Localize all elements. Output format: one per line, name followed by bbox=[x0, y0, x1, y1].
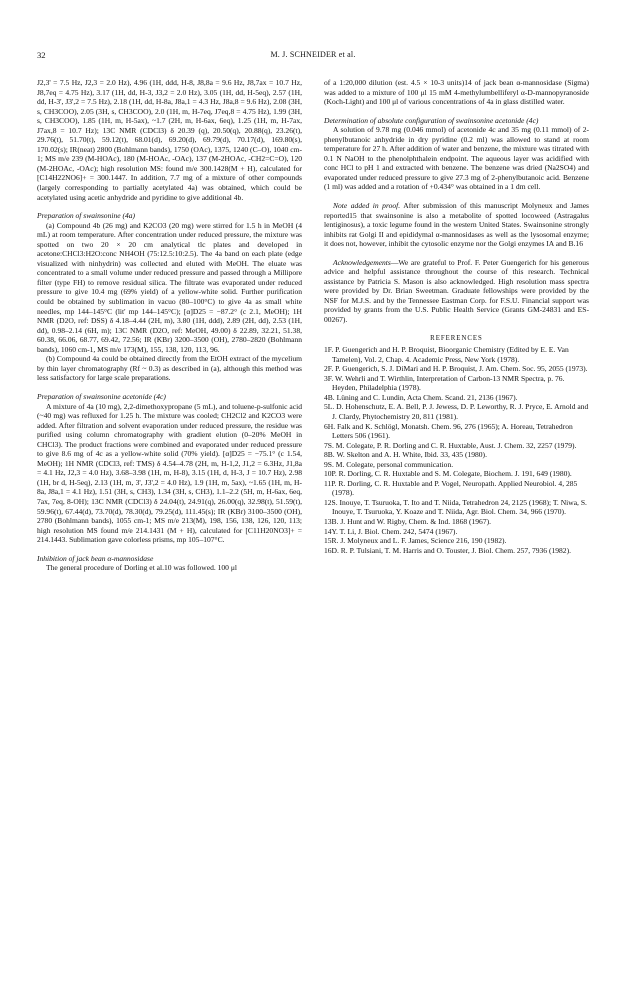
running-head: M. J. SCHNEIDER et al. bbox=[270, 50, 356, 59]
acknowledgements-paragraph bbox=[324, 258, 589, 325]
reference-item: 6H. Falk and K. Schlögl, Monatsh. Chem. 96, 276 (1965); A. Horeau, Tetrahedron Letters 506 (1961). bbox=[324, 421, 573, 441]
page-header bbox=[37, 50, 589, 64]
reference-item: 16D. R. P. Tulsiani, T. M. Harris and O. Touster, J. Biol. Chem. 257, 7936 (1982). bbox=[324, 545, 571, 555]
right-column bbox=[324, 78, 589, 555]
page-number: 32 bbox=[37, 50, 46, 60]
procedure-b-paragraph: (b) Compound 4a could be obtained directly from the EtOH extract of the mycelium by thin layer chromatography (Rf ~ 0.3) as described in (a), although this method was less satisfactory for large scale preparations. bbox=[37, 354, 302, 383]
reference-item: 1F. P. Guengerich and H. P. Broquist, Bioorganic Chemistry (Edited by E. E. Van Tamelen), Vol. 2, Chap. 4. Academic Press, New York (1978). bbox=[324, 345, 569, 364]
reference-item: 11P. R. Dorling, C. R. Huxtable and P. Vogel, Neuropath. Applied Neurobiol. 4, 285 (1978). bbox=[324, 478, 578, 498]
absolute-configuration-paragraph: A solution of 9.78 mg (0.046 mmol) of acetonide 4c and 35 mg (0.11 mmol) of 2-phenylbutanoic anhydride in dry pyridine (0.2 ml) was allowed to stand at room temperature for 27 h. After addition of water and benzene, the mixture was titrated with 0.1 N NaOH to the phenolphthalein endpoint. The aqueous layer was acidified with conc HCl to pH 1 and extracted with benzene. The benzene was dried (Na2SO4) and evaporated under reduced pressure to give 27.3 mg of 2-phenylbutanoic acid. Benzene (1 ml) was added and a rotation of +0.434° was obtained in a 1 dm cell. bbox=[324, 125, 589, 192]
inhibition-paragraph-continued: of a 1:20,000 dilution (est. 4.5 × 10-3 units)14 of jack bean α-mannosidase (Sigma) was added to a mixture of 100 μl 15 mM 4-methylumbelliferyl α-D-mannopyranoside (Koch-Light) and 100 μl of various concentrations of 4a in glass distilled water. bbox=[324, 78, 589, 107]
reference-item: 2F. P. Guengerich, S. J. DiMari and H. P. Broquist, J. Am. Chem. Soc. 95, 2055 (1973). bbox=[324, 364, 588, 374]
reference-item: 4B. Lüning and C. Lundin, Acta Chem. Scand. 21, 2136 (1967). bbox=[324, 392, 518, 402]
reference-item: 10P. R. Dorling, C. R. Huxtable and S. M. Colegate, Biochem. J. 191, 649 (1980). bbox=[324, 469, 572, 479]
procedure-a-paragraph: (a) Compound 4b (26 mg) and K2CO3 (20 mg) were stirred for 1.5 h in MeOH (4 mL) at room temperature. After concentration under reduced pressure, the mixture was spotted on two 20 × 20 cm analytical tlc plates and developed in acetone:CHCl3:H2O:conc NH4OH (75:12.5:10:2.5). The 4a band on each plate (edge visualized with ninhydrin) was collected and eluted with MeOH. The eluate was concentrated to a small volume under reduced pressure and passed through a Millipore filter (type FH) to remove residual silica. The filtrate was evaporated under reduced pressure to give 10.4 mg (69% yield) of a yellow-white solid. Further purification could be obtained by sublimation in vacuo (80–100°C) to give 4a as small white needles, mp 144–145°C (lit' mp 144–145°C); [α]D25 = −87.2° (c 2.1, MeOH); 1H NMR (D2O, ref: DSS) δ 4.18–4.44 (2H, m), 3.80 (1H, ddd), 2.89 (2H, dd), 2.53 (1H, dd), 0.98–2.14 (6H, m); 13C NMR (D2O, ref: MeOH, 49.00) δ 22.89, 32.21, 51.38, 60.38, 66.06, 68.77, 69.42, 72.56; IR (KBr) 3200–3500 (OH), 2780–2820 (Bohlmann bands), 1060 cm-1, MS m/e 173(M), 155, 138, 120, 113, 96. bbox=[37, 220, 302, 354]
reference-item: 9S. M. Colegate, personal communication. bbox=[324, 459, 454, 469]
reference-item: 5L. D. Hohenschutz, E. A. Bell, P. J. Jewess, D. P. Leworthy, R. J. Pryce, E. Arnold and J. Clardy, Phytochemistry 20, 811 (1981). bbox=[324, 402, 589, 421]
references-heading: REFERENCES bbox=[430, 334, 483, 342]
section-heading-inhibition: Inhibition of jack bean α-mannosidase bbox=[37, 553, 154, 563]
left-column bbox=[37, 78, 302, 573]
reference-item: 8B. W. Skelton and A. H. White, Ibid. 33, 435 (1980). bbox=[324, 450, 487, 460]
note-body: After submission of this manuscript Molyneux and James reported15 that swainsonine is also a metabolite of spotted locoweed (Astragalus lentiginosus), a toxic legume found in the western United States. Swainsonine strongly inhibits rat Golgi II and epididymal α-mannosidases as well as the lysosomal enzyme; it does not, however, inhibit the cytosolic enzyme nor the Golgi enzymes IA and B.16 bbox=[324, 201, 589, 249]
acknowledgements-lead: Acknowledgements bbox=[333, 257, 391, 267]
reference-item: 14Y. T. Li, J. Biol. Chem. 242, 5474 (1967). bbox=[324, 526, 458, 536]
acetonide-procedure-paragraph: A mixture of 4a (10 mg), 2,2-dimethoxypropane (5 mL), and toluene-p-sulfonic acid (~40 mg) was refluxed for 1.25 h. The mixture was cooled; CH2Cl2 and K2CO3 were added. After filtration and solvent evaporation under reduced pressure, the residue was purified using column chromatography with gradient elution (0–20% MeOH in CHCl3). The product fractions were combined and evaporated under reduced pressure to give 8.6 mg of 4c as a yellow-white solid (70% yield). [α]D25 = −75.1° (c 1.54, MeOH); 1H NMR (CDCl3, ref: TMS) δ 4.54–4.78 (2H, m, H-1,2, J1,2 = 6.3Hz, J1,8a = 4.1 Hz, J2,3 = 4.0 Hz), 3.68–3.98 (1H, m, H-8), 3.15 (1H, d, H-3, J = 10.7 Hz), 2.98 (1H, br d, H-5eq), 2.13 (1H, m, 3', J3',2 = 4.0 Hz), 1.9 (1H, m, 5ax), ~1.65 (1H, m, H-8a, J8a,1 = 4.1 Hz), 1.51 (3H, s, CH3), 1.34 (3H, s, CH3), 1.1–2.2 (5H, m, H-6ax, 6eq, 7ax, 7eq, 8-OH); 13C NMR (CDCl3) δ 24.04(t), 24.91(q), 26.00(q), 32.98(t), 51.59(t), 59.96(t), 67.44(d), 73.70(d), 78.30(d), 79.25(d), 111.45(s); IR (KBr) 3100–3500 (OH), 2780 (Bohlmann bands), 1055 cm-1; MS m/e 213(M), 198, 156, 138, 126, 120, 113; high resolution MS found m/e 214.1431 (M + H), calculated for [C11H20NO3]+ = 214.1443. Sublimation gave colorless prisms, mp 105–107°C. bbox=[37, 401, 302, 545]
section-heading-preparation-swainsonine: Preparation of swainsonine (4a) bbox=[37, 211, 136, 221]
section-heading-preparation-acetonide: Preparation of swainsonine acetonide (4c) bbox=[37, 391, 166, 401]
reference-item: 3F. W. Wehrli and T. Wirthlin, Interpretation of Carbon-13 NMR Spectra, p. 76. Heyden, Philadelphia (1978). bbox=[324, 373, 565, 393]
reference-item: 7S. M. Colegate, P. R. Dorling and C. R. Huxtable, Aust. J. Chem. 32, 2257 (1979). bbox=[324, 440, 577, 450]
reference-item: 12S. Inouye, T. Tsuruoka, T. Ito and T. Niida, Tetrahedron 24, 2125 (1968); T. Niwa, S. Inouye, T. Tsuruoka, Y. Koaze and T. Niida, Agr. Biol. Chem. 34, 966 (1970). bbox=[324, 497, 587, 517]
reference-item: 15R. J. Molyneux and L. F. James, Science 216, 190 (1982). bbox=[324, 536, 507, 546]
note-added-in-proof bbox=[324, 201, 589, 249]
reference-item: 13B. J. Hunt and W. Rigby, Chem. & Ind. 1868 (1967). bbox=[324, 516, 492, 526]
acknowledgements-body: —We are grateful to Prof. F. Peter Guengerich for his generous advice and helpful assistance throughout the course of this research. Technical assistance by Patricia S. Mason is also acknowledged. High resolution mass spectra were provided by Dr. Brian Sweetman. Graduate fellowships were provided by the NSF for M.J.S. and by the Tennessee Eastman Corp. for F.S.U. Financial support was provided by grants from the U.S. Public Health Service (Grants GM-24831 and ES-00267). bbox=[324, 257, 589, 325]
inhibition-paragraph-start: The general procedure of Dorling et al.10 was followed. 100 μl bbox=[46, 563, 237, 573]
spectral-data-paragraph: J2,3' = 7.5 Hz, J2,3 = 2.0 Hz), 4.96 (1H, ddd, H-8, J8,8a = 9.6 Hz, J8,7ax = 10.7 Hz, J8,7eq = 4.75 Hz), 3.17 (1H, dd, H-3, J3,2 = 2.0 Hz), 3.05 (1H, dd, H-5eq), 2.57 (1H, dd, H-3', J3',2 = 7.5 Hz), 2.18 (1H, dd, H-8a, J8a,1 = 4.3 Hz, J8a,8 = 9.6 Hz), 2.08 (3H, s, CH3COO), 2.05 (3H, s, CH3COO), 2.0 (1H, m, H-7eq, J7eq,8 = 4.75 Hz), 1.99 (3H, s, CH3COO), 1.85 (1H, m, H-5ax), ~1.7 (2H, m, H-6ax, 6eq), 1.25 (1H, m, H-7ax, J7ax,8 = 10.7 Hz); 13C NMR (CDCl3) δ 20.39 (q), 20.50(q), 20.88(q), 23.26(t), 29.76(t), 51.70(t), 59.12(t), 68.01(d), 69.20(d), 69.79(d), 70.17(d), 169.80(s), 170.02(s); IR(neat) 2800 (Bohlmann bands), 1750 (OAc), 1375, 1240 (C–O), 1040 cm-1; MS m/e 239 (M-HOAc), 180 (M-HOAc, -OAc), 137 (M-2HOAc, -CH2=C=O), 120 (M-2HOAc, -OAc); high resolution MS: found m/e 300.1428(M + H), calculated for [C14H22NO6]+ = 300.1447. In addition, 7.7 mg of a mixture of other compounds (largely corresponding to partially acetylated 4a) was obtained, which could be acetylated using acetic anhydride and pyridine to give additional 4b. bbox=[37, 78, 302, 202]
section-heading-absolute-configuration: Determination of absolute configuration of swainsonine acetonide (4c) bbox=[324, 115, 539, 125]
note-lead: Note added in proof. bbox=[333, 201, 401, 211]
